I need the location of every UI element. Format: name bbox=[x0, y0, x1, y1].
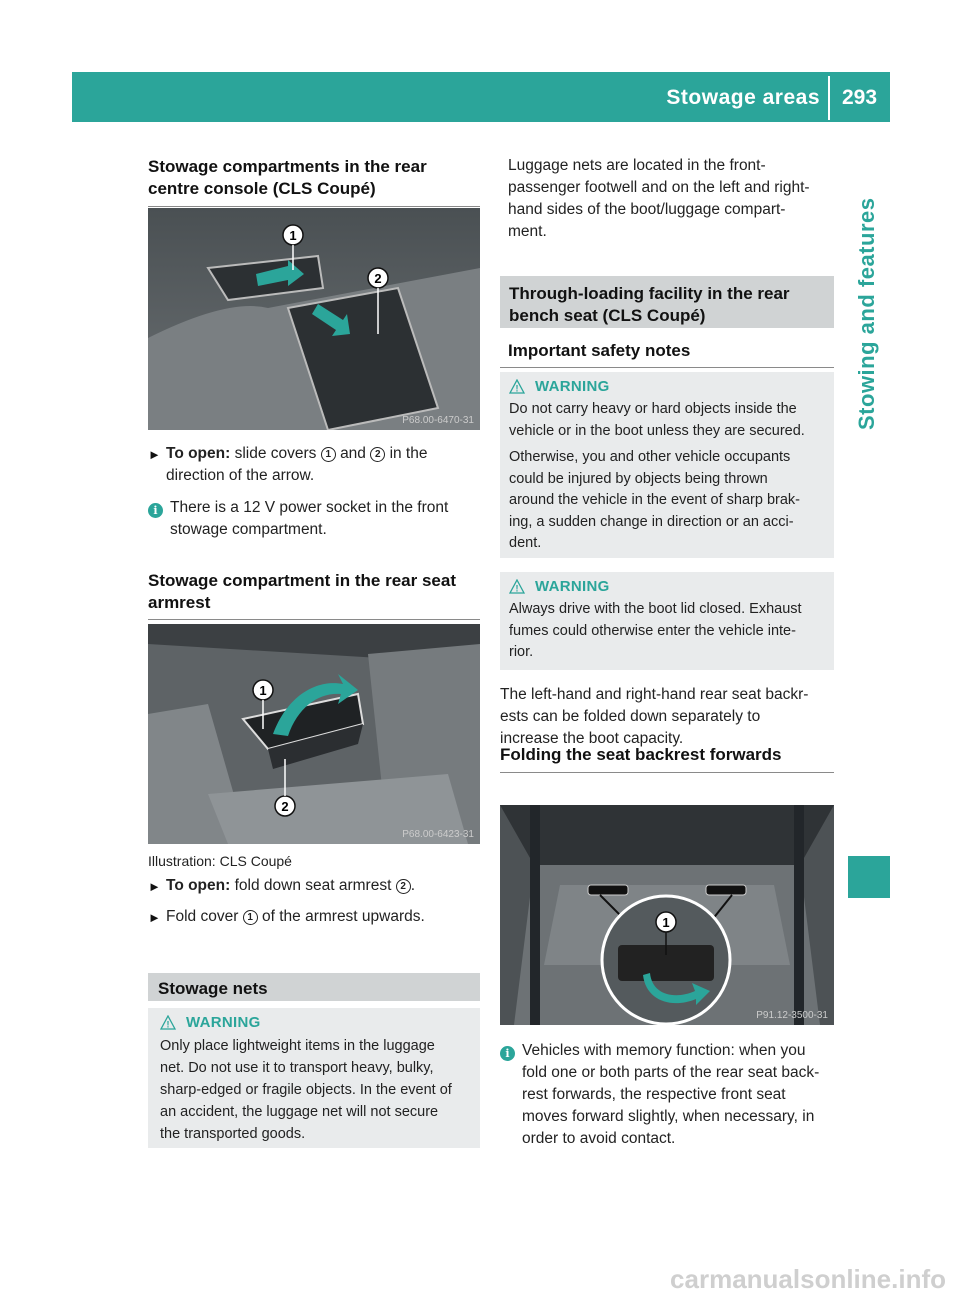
illustration-rear-console bbox=[148, 208, 480, 430]
warning-title: WARNING bbox=[535, 578, 610, 595]
info-note-memory bbox=[500, 1040, 840, 1150]
text: stowage compartment. bbox=[170, 521, 327, 538]
section-title-nets: Stowage nets bbox=[158, 979, 268, 998]
text: Luggage nets are located in the front- bbox=[508, 157, 766, 174]
text: Vehicles with memory function: when you bbox=[522, 1042, 806, 1059]
text: around the vehicle in the event of sharp brak- bbox=[509, 492, 800, 508]
text: Do not carry heavy or hard objects inside the bbox=[509, 401, 797, 417]
text: moves forward slightly, when necessary, in bbox=[522, 1108, 815, 1125]
section-title-through-loading bbox=[500, 276, 834, 327]
svg-text:!: ! bbox=[166, 1019, 170, 1030]
instructions-rear-console bbox=[148, 443, 480, 541]
svg-text:1: 1 bbox=[259, 683, 267, 698]
text: ment. bbox=[508, 223, 547, 240]
title-line: centre console (CLS Coupé) bbox=[148, 179, 376, 198]
text: an accident, the luggage net will not secure bbox=[160, 1104, 439, 1120]
header-divider bbox=[828, 76, 830, 120]
callout-1-ref: 1 bbox=[243, 910, 258, 925]
section-title-safety: Important safety notes bbox=[508, 341, 691, 360]
text: net. Do not use it to transport heavy, bulky, bbox=[160, 1060, 434, 1076]
section-rule bbox=[148, 619, 480, 620]
text: rest forwards, the respective front seat bbox=[522, 1086, 786, 1103]
title-line: Through-loading facility in the rear bbox=[509, 284, 790, 303]
section-rule bbox=[148, 206, 480, 207]
list-item bbox=[148, 443, 480, 487]
armrest-drawing bbox=[148, 624, 480, 844]
warning-text bbox=[160, 1035, 470, 1145]
callout-2-ref: 2 bbox=[396, 879, 411, 894]
info-icon: i bbox=[148, 503, 163, 518]
text: of the armrest upwards. bbox=[262, 908, 425, 925]
console-drawing bbox=[148, 208, 480, 430]
side-chapter-marker bbox=[848, 856, 890, 898]
section-rule bbox=[500, 367, 834, 368]
svg-text:1: 1 bbox=[289, 228, 297, 243]
section-title-armrest bbox=[148, 570, 480, 614]
figure-caption: Illustration: CLS Coupé bbox=[148, 853, 292, 869]
text: and bbox=[340, 445, 366, 462]
text: The left-hand and right-hand rear seat backr- bbox=[500, 686, 809, 703]
warning-triangle-icon bbox=[509, 579, 525, 594]
bold-lead: To open: bbox=[166, 445, 231, 462]
text: slide covers bbox=[234, 445, 317, 462]
section-title-rear-console bbox=[148, 156, 480, 200]
svg-text:1: 1 bbox=[662, 915, 670, 930]
page-number: 293 bbox=[842, 86, 878, 109]
bold-lead: To open: bbox=[166, 877, 231, 894]
svg-text:!: ! bbox=[515, 383, 519, 394]
text: Otherwise, you and other vehicle occupants bbox=[509, 449, 791, 465]
section-header-title: Stowage areas bbox=[666, 86, 820, 109]
figure-code: P68.00-6423-31 bbox=[402, 829, 474, 840]
side-chapter-tab: Stowing and features bbox=[854, 197, 879, 430]
paragraph-luggage-nets bbox=[508, 155, 834, 243]
warning-text bbox=[509, 599, 826, 664]
text: ests can be folded down separately to bbox=[500, 708, 761, 725]
text: passenger footwell and on the left and right- bbox=[508, 179, 810, 196]
text: ing, a sudden change in direction or an acci- bbox=[509, 513, 794, 530]
text: in the bbox=[389, 445, 428, 462]
text: dent. bbox=[509, 535, 542, 551]
section-safety-notes bbox=[508, 340, 834, 368]
text: the transported goods. bbox=[160, 1126, 306, 1142]
warning-text bbox=[509, 399, 826, 555]
svg-text:2: 2 bbox=[374, 271, 382, 286]
text: fumes could otherwise enter the vehicle inte- bbox=[509, 622, 796, 639]
text: Fold cover bbox=[166, 908, 239, 925]
text: hand sides of the boot/luggage compart- bbox=[508, 201, 786, 218]
bullet-arrow-icon: ► bbox=[148, 447, 161, 462]
warning-box-boot-lid bbox=[500, 572, 834, 670]
illustration-armrest bbox=[148, 624, 480, 844]
callout-1-ref: 1 bbox=[321, 447, 336, 462]
bullet-arrow-icon: ► bbox=[148, 910, 161, 925]
section-armrest bbox=[148, 570, 480, 620]
svg-text:!: ! bbox=[515, 583, 519, 594]
section-title-box-nets bbox=[148, 973, 480, 1001]
text: increase the boot capacity. bbox=[500, 730, 684, 747]
watermark: carmanualsonline.info bbox=[670, 1264, 946, 1294]
text: vehicle or in the boot unless they are secured. bbox=[509, 422, 805, 439]
title-line: Stowage compartments in the rear bbox=[148, 157, 427, 176]
section-title-box-through-loading bbox=[500, 276, 834, 328]
warning-title: WARNING bbox=[535, 378, 610, 395]
illustration-boot bbox=[500, 805, 834, 1025]
list-item: ► To open: fold down seat armrest 2 . bbox=[148, 875, 480, 898]
paragraph-backrests bbox=[500, 684, 834, 750]
svg-text:2: 2 bbox=[281, 799, 289, 814]
text: fold down seat armrest bbox=[234, 877, 392, 894]
title-line: bench seat (CLS Coupé) bbox=[509, 306, 706, 325]
text: sharp-edged or fragile objects. In the event of bbox=[160, 1082, 452, 1098]
text: direction of the arrow. bbox=[166, 467, 315, 484]
list-item bbox=[148, 906, 480, 929]
figure-code: P68.00-6470-31 bbox=[402, 415, 474, 426]
text: order to avoid contact. bbox=[522, 1130, 676, 1147]
info-note bbox=[148, 497, 480, 541]
section-folding-backrest bbox=[500, 744, 834, 773]
bullet-arrow-icon: ► bbox=[148, 879, 161, 894]
section-title-folding: Folding the seat backrest forwards bbox=[500, 745, 782, 764]
warning-triangle-icon bbox=[509, 379, 525, 394]
text: could be injured by objects being thrown bbox=[509, 470, 768, 487]
title-line: armrest bbox=[148, 593, 211, 612]
armrest-caption-block bbox=[148, 853, 480, 929]
text: fold one or both parts of the rear seat back- bbox=[522, 1064, 820, 1081]
callout-2-ref: 2 bbox=[370, 447, 385, 462]
section-rule bbox=[500, 772, 834, 773]
text: rior. bbox=[509, 644, 534, 660]
section-rear-console bbox=[148, 156, 480, 207]
text: There is a 12 V power socket in the front bbox=[170, 499, 449, 516]
text: Always drive with the boot lid closed. Exhaust bbox=[509, 601, 802, 617]
title-line: Stowage compartment in the rear seat bbox=[148, 571, 456, 590]
warning-title: WARNING bbox=[186, 1014, 261, 1031]
warning-triangle-icon bbox=[160, 1015, 176, 1030]
figure-code: P91.12-3500-31 bbox=[756, 1010, 828, 1021]
warning-box-nets bbox=[148, 1008, 480, 1148]
info-icon: i bbox=[500, 1046, 515, 1061]
boot-drawing bbox=[500, 805, 834, 1025]
text: Only place lightweight items in the luggage bbox=[160, 1038, 435, 1054]
warning-box-heavy-objects bbox=[500, 372, 834, 558]
